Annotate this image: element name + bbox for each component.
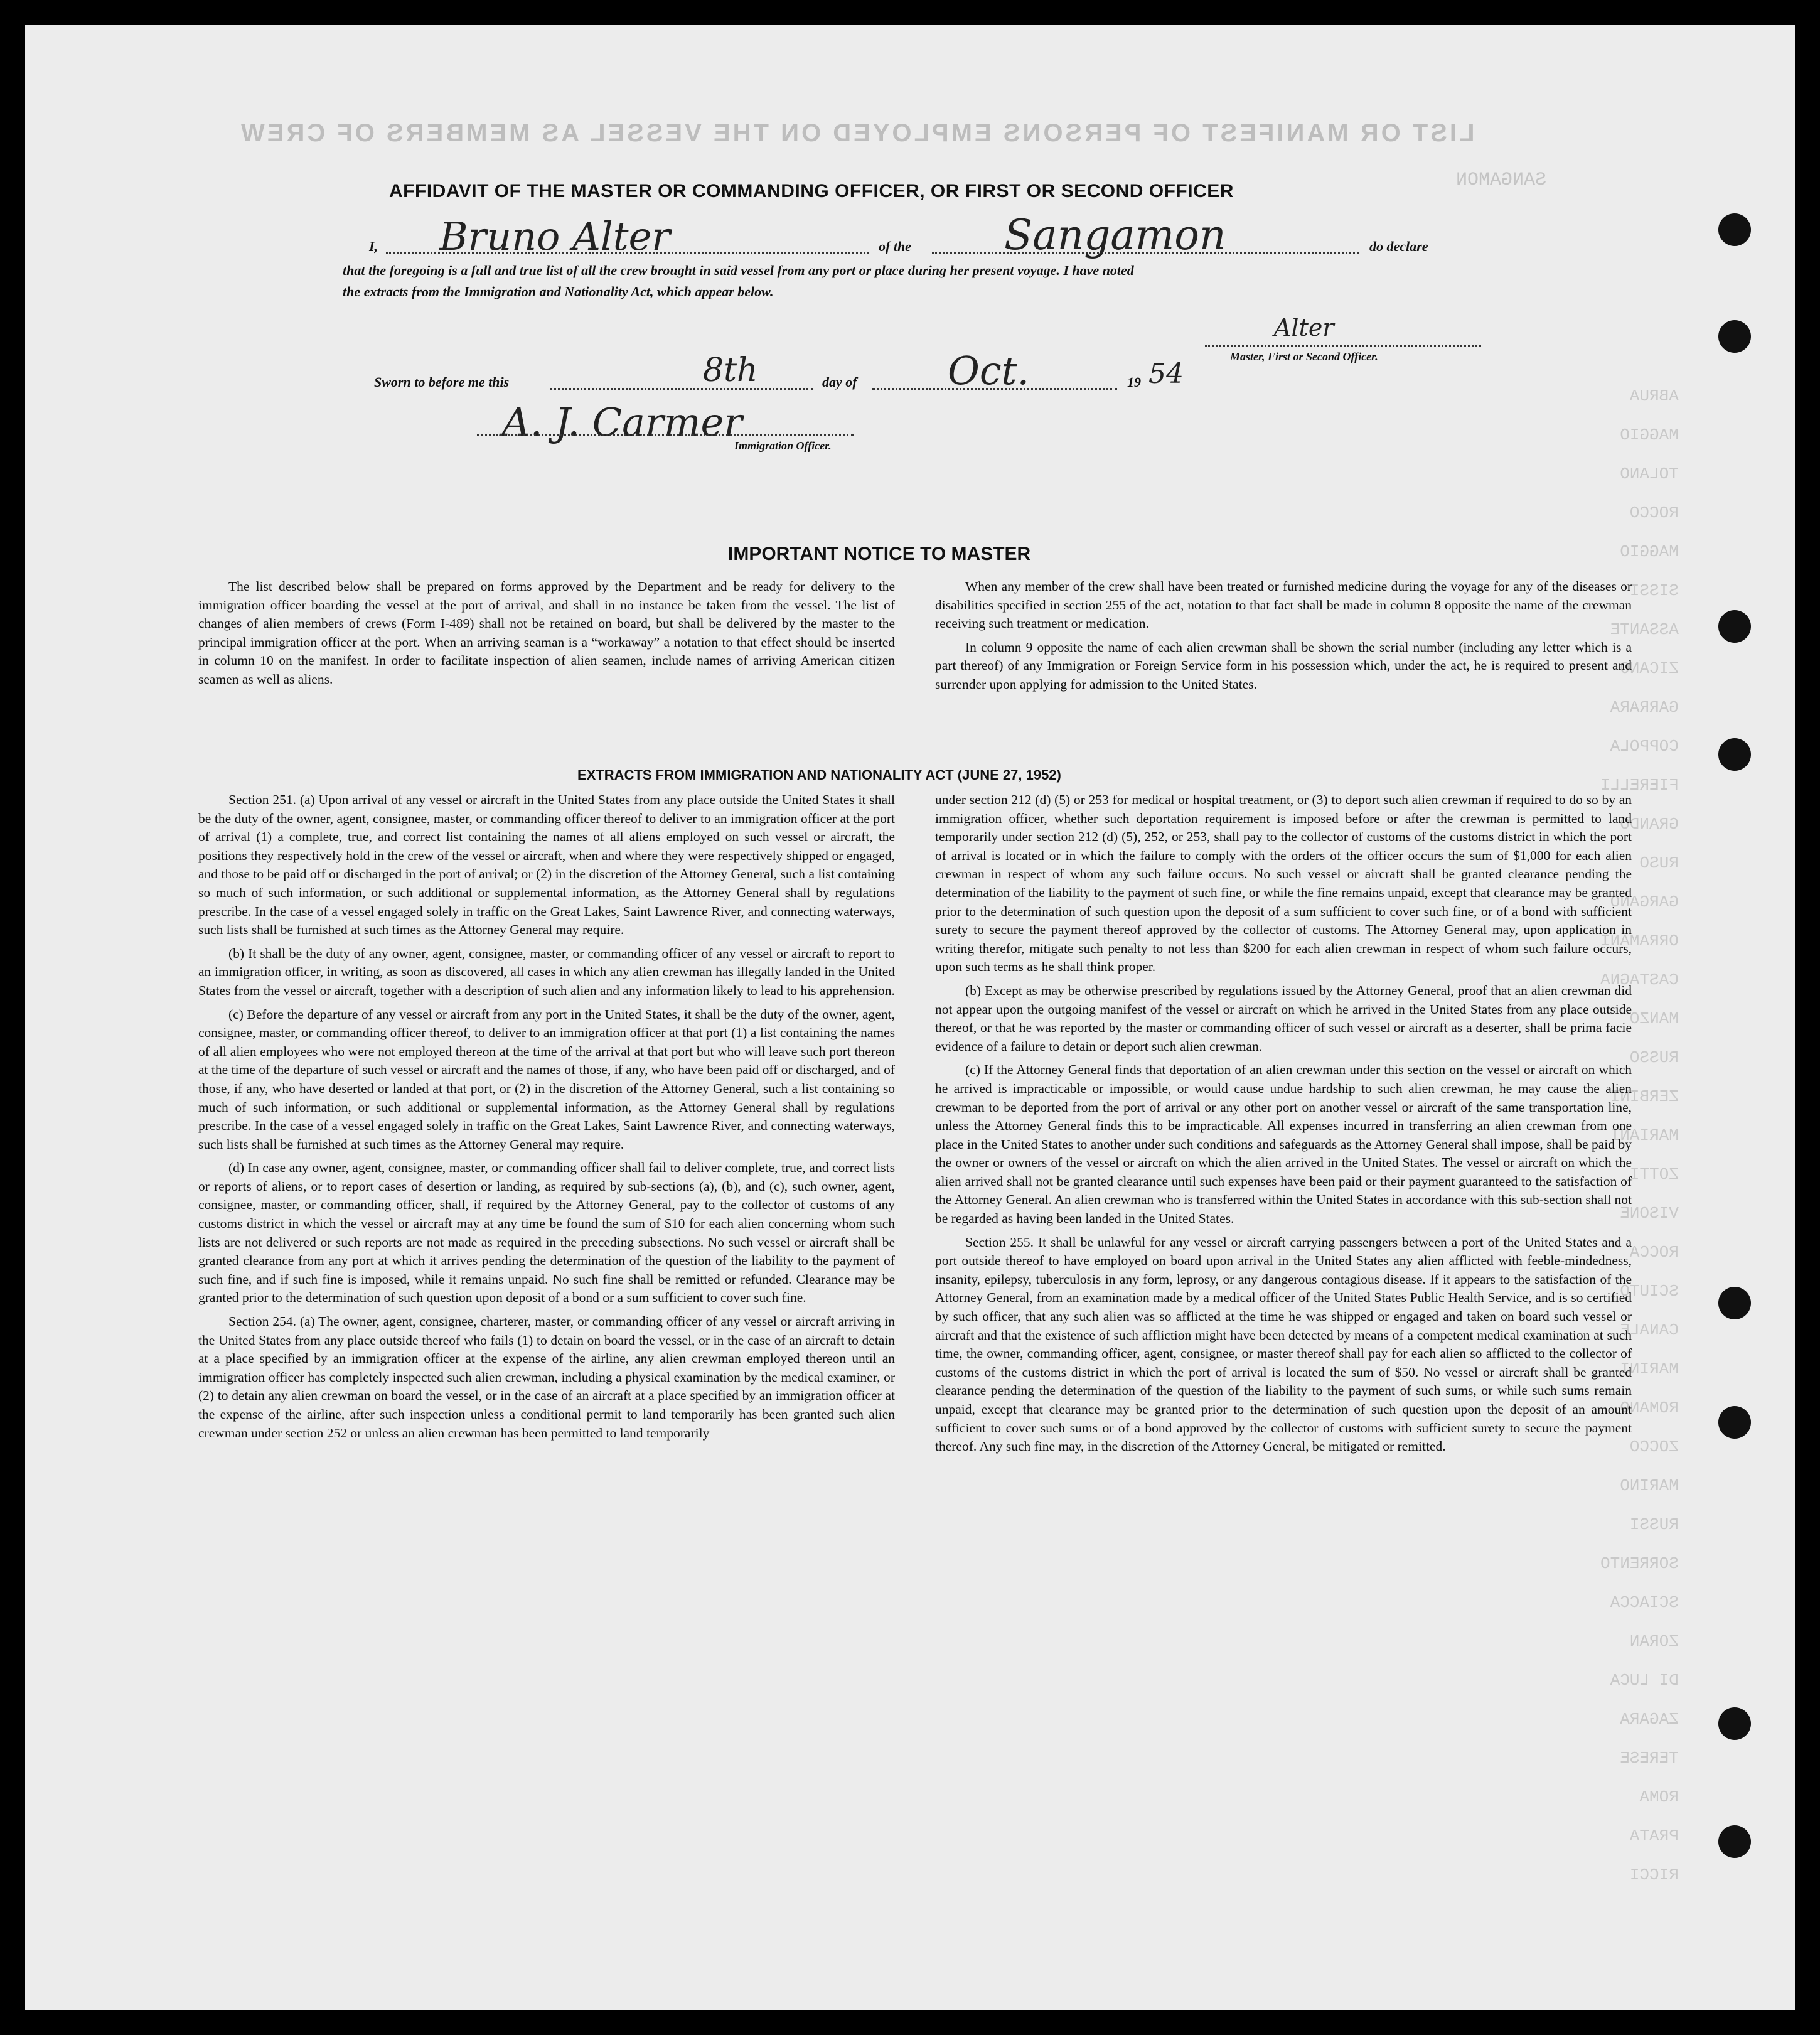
handwritten-month: Oct. bbox=[948, 348, 1030, 394]
notice-left-column bbox=[198, 577, 895, 694]
section-251-b: (b) It shall be the duty of any owner, agent, consignee, master, or commanding officer of any vessel or aircraft to report to an immigration officer, in writing, as soon as discovered, all cases in which any alien crewman has illegally landed in the United States from the vessel or aircraft, together with a description of such alien and any information likely to lead to his apprehension. bbox=[198, 945, 895, 998]
notice-right-paragraph-1: When any member of the crew shall have been treated or furnished medicine during the voyage for any of the diseases or disabilities specified in section 255 of the act, notation to that fact shall be made in column 8 opposite the name of the crewman receiving such treatment or medication. bbox=[935, 579, 1632, 631]
officer-signature-line bbox=[477, 434, 854, 436]
section-255: Section 255. It shall be unlawful for any vessel or aircraft carrying passengers between a port of the United States and a port outside thereof to have employed on board upon arrival in the United States any alien afflicted with feeble-mindedness, insanity, epilepsy, tuberculosis in any form, leprosy, or any dangerous contagious disease. If it appears to the satisfaction of the Attorney General, from an examination made by a medical officer of the United States Public Health Service, and is so certified by such officer, that any such alien was so afflicted at the time he was shipped or engaged and taken on board such vessel or aircraft and that the existence of such affliction might have been detected by means of a competent medical examination at such time, the owner, commanding officer, agent, consignee, or master thereof shall pay for each alien so afflicted to the collector of customs of the customs district in which the port of arrival is located the sum of $50. No vessel or aircraft shall be granted clearance pending the determination of the question of the liability to the payment of such sums, or while such sums remain unpaid, except that clearance may be granted prior to the determination of such question upon the deposit of an amount sufficient to cover such sums or of a bond approved by the collector of customs with sufficient surety to secure the payment thereof. Any such fine may, in the discretion of the Attorney General, be mitigated or remitted. bbox=[935, 1234, 1632, 1454]
section-251-c: (c) Before the departure of any vessel or aircraft from any port in the United States, it shall be the duty of the owner, agent, consignee, master, or commanding officer thereof, to deliver to an immigration officer at that port (1) a list containing the names of all alien employees who were not employed thereon at the time of the arrival at that port but who will leave such port thereon at the time of the departure of such vessel or aircraft and the names of those, if any, who have been paid off or discharged, and of those, if any, who have deserted or landed at that port, or (2) in the discretion of the Attorney General, such a list containing so much of such information, or such additional or supplemental information, as the Attorney General shall by regulations prescribe. In the case of a vessel engaged solely in traffic on the Great Lakes, Saint Lawrence River, and connecting waterways, such lists shall be furnished at such times as the Attorney General may require. bbox=[198, 1006, 895, 1152]
day-line bbox=[550, 388, 813, 390]
handwritten-officer-signature: A. J. Carmer bbox=[502, 399, 742, 445]
bleed-through-column: ABRUA MAGGIO TOLANO ROCCO MAGGIO SISSI ASSANTE ZICANO GARRARA COPPOLA FIERELLI GRANDO RUSO GARGANO ORRAMANI CASTAGNA MANZO RUSSO ZERBINI MARIANI ZOTTI VISONE ROCCA SCIUTO CANALE MARINI ROMANO ZOCCO MARINO RUSSI SORRENTO SCIACCA ZORAN DI LUCA ZAGARA TERESE ROMA PRATA RICCI bbox=[1600, 387, 1679, 1884]
i-label: I, bbox=[369, 239, 378, 254]
notice-right-column bbox=[935, 577, 1632, 699]
notice-title: IMPORTANT NOTICE TO MASTER bbox=[728, 544, 1031, 564]
document-page bbox=[25, 25, 1795, 2010]
immigration-officer-label: Immigration Officer. bbox=[734, 439, 832, 452]
statement-line-2: the extracts from the Immigration and Nationality Act, which appear below. bbox=[343, 284, 774, 299]
punch-hole bbox=[1718, 213, 1751, 246]
handwritten-name: Bruno Alter bbox=[439, 213, 670, 259]
sworn-label: Sworn to before me this bbox=[374, 374, 510, 390]
punch-hole bbox=[1718, 320, 1751, 353]
master-label: Master, First or Second Officer. bbox=[1230, 350, 1378, 363]
day-of-label: day of bbox=[822, 374, 857, 390]
of-the-label: of the bbox=[879, 239, 911, 254]
handwritten-day: 8th bbox=[703, 352, 758, 389]
section-251-a: Section 251. (a) Upon arrival of any vessel or aircraft in the United States from any place outside the United States it shall be the duty of the owner, agent, consignee, master, or commanding officer thereof to deliver to an immigration officer at the port of arrival (1) a complete, true, and correct list containing the names of all aliens employed on such vessel or aircraft, the positions they respectively hold in the crew of the vessel or aircraft, when and where they were respectively shipped or engaged, and those to be paid off or discharged in the port of arrival; or (2) in the discretion of the Attorney General, such a list containing so much of such information, or such additional or supplemental information, as the Attorney General shall by regulations prescribe. In the case of a vessel engaged solely in traffic on the Great Lakes, Saint Lawrence River, and connecting waterways, such lists shall be furnished at such times as the Attorney General may require. bbox=[198, 792, 895, 938]
handwritten-master-signature: Alter bbox=[1274, 314, 1334, 341]
punch-hole bbox=[1718, 1287, 1751, 1319]
handwritten-vessel: Sangamon bbox=[1004, 211, 1226, 259]
punch-hole bbox=[1718, 1825, 1751, 1858]
handwritten-year: 54 bbox=[1148, 358, 1184, 390]
bleed-through-header: LIST OR MANIFEST OF PERSONS EMPLOYED ON THE VESSEL AS MEMBERS OF CREW bbox=[238, 119, 1475, 147]
section-254-a: Section 254. (a) The owner, agent, consignee, charterer, master, or commanding officer of any vessel or aircraft arriving in the United States from any place outside thereof who fails (1) to detain on board the vessel, or in the case of an aircraft to detain at a place specified by an immigration officer at the expense of the airline, any alien crewman employed thereon until an immigration officer has completely inspected such alien crewman, including a physical examination by the medical examiner, or (2) to detain any alien crewman on board the vessel, or in the case of an aircraft at a place specified by an immigration officer at the expense of the airline, after such inspection unless a conditional permit to land temporarily has been granted such alien crewman under section 252 or unless an alien crewman has been permitted to land temporarily bbox=[198, 1314, 895, 1441]
bleed-through-line: SANGAMON bbox=[1456, 169, 1547, 191]
extracts-right-column bbox=[935, 791, 1632, 1461]
notice-left-paragraph: The list described below shall be prepared on forms approved by the Department and be ready for delivery to the immigration officer boarding the vessel at the port of arrival, and shall in no instance be taken from the vessel. The list of changes of alien members of crews (Form I-489) shall not be retained on board, but shall be delivered by the master to the principal immigration officer at the port. When an arriving seaman is a “workaway” a notation to that effect should be inserted in column 10 on the manifest. In order to facilitate inspection of alien seamen, include names of arriving American citizen seamen as well as aliens. bbox=[198, 579, 895, 687]
notice-right-paragraph-2: In column 9 opposite the name of each alien crewman shall be shown the serial number (including any letter which is a part thereof) of any Immigration or Foreign Service form in his possession which, under the act, he is required to present and surrender upon applying for admission to the United States. bbox=[935, 639, 1632, 692]
affidavit-title: AFFIDAVIT OF THE MASTER OR COMMANDING OFFICER, OR FIRST OR SECOND OFFICER bbox=[389, 181, 1234, 201]
section-251-d: (d) In case any owner, agent, consignee, master, or commanding officer shall fail to deliver complete, true, and correct lists or reports of aliens, or to report cases of desertion or landing, as required by sub-sections (a), (b), and (c), such owner, agent, consignee, master, or commanding officer, shall, if required by the Attorney General, pay to the collector of customs of any customs district in which the vessel or aircraft may at any time be found the sum of $10 for each alien concerning whom such lists are not delivered or such reports are not made as required in the preceding subsections. No such vessel or aircraft shall be granted clearance from any port at which it arrives pending the determination of the question of the liability to the payment of such fine, and if such fine is imposed, while it remains unpaid. No such fine shall be remitted or refunded. Clearance may be granted prior to the determination of such question upon deposit of a bond or a sum sufficient to cover such fine. bbox=[198, 1160, 895, 1306]
section-254-a-continued: under section 212 (d) (5) or 253 for medical or hospital treatment, or (3) to deport such alien crewman if required to do so by an immigration officer, whether such deportation requirement is imposed before or after the crewman is permitted to land temporarily under section 212 (d) (5), 252, or 253, shall pay to the collector of customs of the customs district in which the port of arrival is located or in which the failure to comply with the orders of the officer occurs the sum of $1,000 for each alien crewman in respect of whom any such failure occurs. No such vessel or aircraft shall be granted clearance pending the determination of the liability to the payment of such fine, or while the fine remains unpaid, except that clearance may be granted prior to the determination of such question upon the deposit of a sum sufficient to cover such fine, or of a bond with sufficient surety to secure the payment thereof approved by the collector of customs. The Attorney General may, upon application in writing therefor, mitigate such penalty to not less than $200 for each alien crewman in respect of whom such failure occurs, upon such terms as he shall think proper. bbox=[935, 792, 1632, 975]
extracts-left-column bbox=[198, 791, 895, 1447]
section-254-c: (c) If the Attorney General finds that deportation of an alien crewman under this section on the vessel or aircraft on which he arrived is impracticable or impossible, or would cause undue hardship to such alien crewman, he may cause the alien crewman to be deported from the port of arrival or any other port on another vessel or aircraft of the same transportation line, unless the Attorney General finds this to be impracticable. All expenses incurred in transferring an alien crewman from one place in the United States to another under such conditions and safeguards as the Attorney General shall impose, shall be paid by the owner or owners of the vessel or aircraft on which the alien arrived in the United States. The vessel or aircraft on which the alien arrived shall not be granted clearance until such expenses have been paid or their payment guaranteed to the satisfaction of the Attorney General. An alien crewman who is transferred within the United States in accordance with this sub-section shall not be regarded as having been landed in the United States. bbox=[935, 1062, 1632, 1227]
punch-hole bbox=[1718, 1707, 1751, 1740]
do-declare-label: do declare bbox=[1369, 239, 1428, 254]
punch-hole bbox=[1718, 1406, 1751, 1439]
section-254-b: (b) Except as may be otherwise prescribed by regulations issued by the Attorney General, proof that an alien crewman did not appear upon the outgoing manifest of the vessel or aircraft on which he arrived in the United States from any place outside thereof, or that he was reported by the master or commanding officer of such vessel or aircraft as a deserter, shall be prima facie evidence of a failure to detain or deport such alien crewman. bbox=[935, 982, 1632, 1054]
master-signature-line bbox=[1205, 345, 1481, 347]
extracts-title: EXTRACTS FROM IMMIGRATION AND NATIONALITY ACT (JUNE 27, 1952) bbox=[577, 767, 1061, 783]
year-prefix: 19 bbox=[1127, 374, 1141, 390]
punch-hole bbox=[1718, 738, 1751, 771]
punch-hole bbox=[1718, 610, 1751, 643]
statement-line-1: that the foregoing is a full and true list of all the crew brought in said vessel from any port or place during her present voyage. I have noted bbox=[343, 262, 1134, 278]
